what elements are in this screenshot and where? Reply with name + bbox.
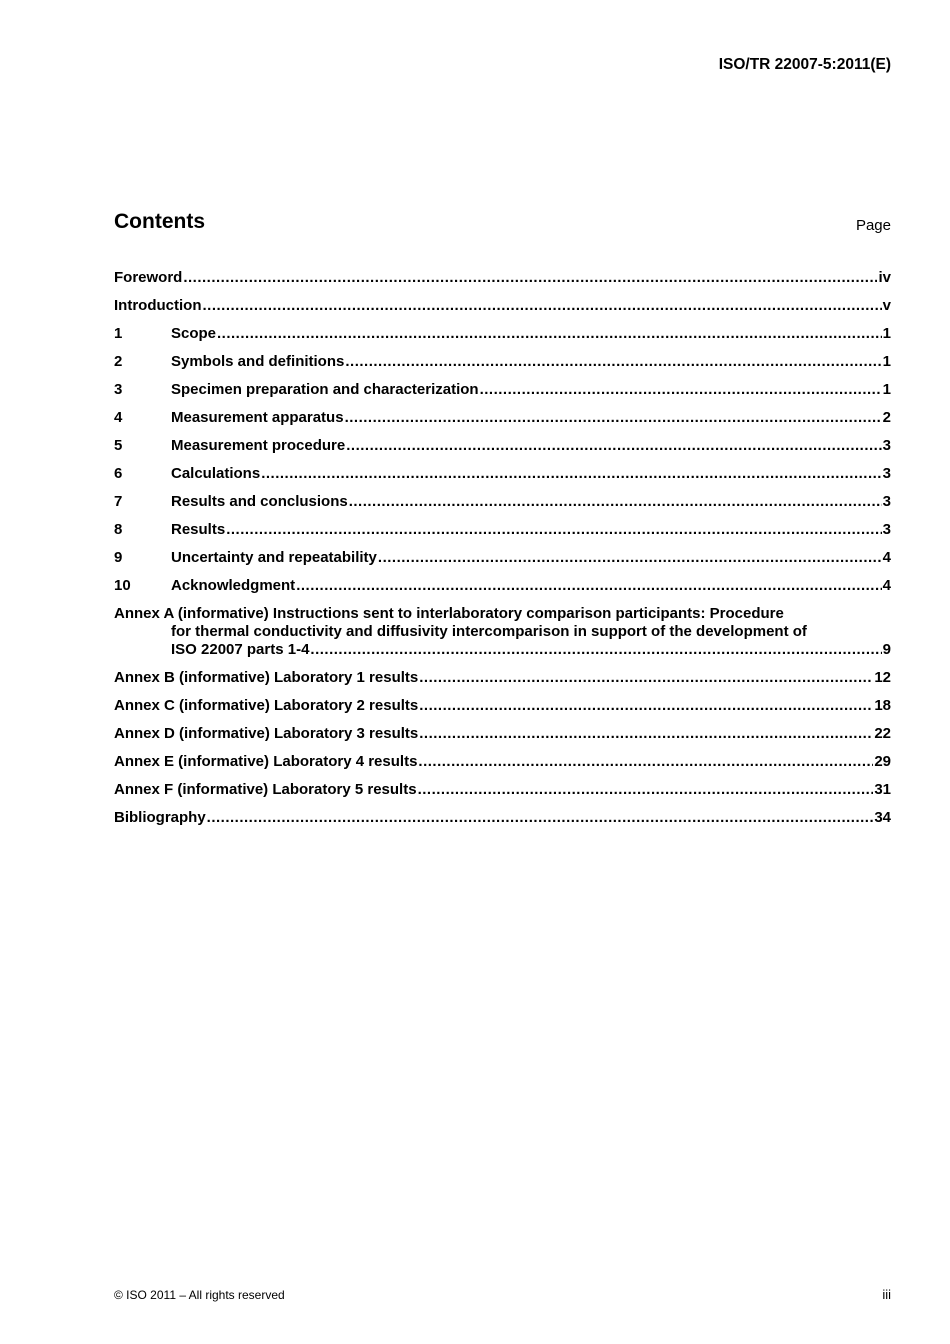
toc-entry-number: 7	[114, 493, 123, 510]
toc-entry-bibliography[interactable]	[114, 808, 891, 836]
toc-entry-page: 1	[882, 381, 891, 398]
toc-entry-annex-a-line-1	[114, 604, 891, 622]
toc-leader-dots	[419, 724, 873, 744]
toc-entry-annex-d[interactable]	[114, 724, 891, 752]
toc-entry-page: 12	[874, 669, 891, 686]
toc-entry-title: Annex E (informative) Laboratory 4 results	[114, 753, 418, 770]
toc-entry-title: Symbols and definitions	[171, 353, 345, 370]
toc-entry-number: 4	[114, 409, 123, 426]
toc-entry-number: 3	[114, 381, 123, 398]
toc-leader-dots	[310, 640, 881, 660]
toc-entry-annex-f[interactable]	[114, 780, 891, 808]
toc-entry-page: 4	[882, 549, 891, 566]
toc-entry-foreword[interactable]	[114, 268, 891, 296]
toc-entry-page: iv	[878, 269, 891, 286]
toc-leader-dots	[217, 324, 882, 344]
toc-entry-title: Specimen preparation and characterization	[171, 381, 479, 398]
toc-entry-clause-8[interactable]	[114, 520, 891, 548]
toc-entry-title: Annex A (informative) Instructions sent to interlaboratory comparison participants: Procedure	[114, 605, 784, 622]
toc-leader-dots	[296, 576, 881, 596]
toc-entry-title: Foreword	[114, 269, 183, 286]
contents-header	[114, 210, 891, 240]
toc-entry-clause-2[interactable]	[114, 352, 891, 380]
toc-entry-title: Introduction	[114, 297, 202, 314]
toc-entry-page: 3	[882, 437, 891, 454]
toc-entry-page: 18	[874, 697, 891, 714]
toc-entry-clause-10[interactable]	[114, 576, 891, 604]
toc-entry-title: Annex D (informative) Laboratory 3 results	[114, 725, 419, 742]
toc-entry-annex-a[interactable]	[114, 604, 891, 668]
toc-entry-annex-e[interactable]	[114, 752, 891, 780]
toc-entry-number: 9	[114, 549, 123, 566]
toc-entry-title: Annex C (informative) Laboratory 2 results	[114, 697, 419, 714]
page-number: iii	[882, 1287, 891, 1302]
page-title: Contents	[114, 210, 205, 233]
toc-entry-title-continued: for thermal conductivity and diffusivity intercomparison in support of the development of	[171, 623, 807, 640]
toc-entry-clause-5[interactable]	[114, 436, 891, 464]
toc-entry-title: Bibliography	[114, 809, 206, 826]
toc-leader-dots	[349, 492, 882, 512]
toc-leader-dots	[207, 808, 874, 828]
toc-entry-page: 29	[874, 753, 891, 770]
toc-entry-title: Results and conclusions	[171, 493, 348, 510]
toc-entry-page: 9	[882, 641, 891, 658]
toc-entry-page: v	[882, 297, 891, 314]
toc-entry-title: Measurement apparatus	[171, 409, 344, 426]
toc-entry-number: 1	[114, 325, 123, 342]
toc-entry-clause-6[interactable]	[114, 464, 891, 492]
toc-entry-page: 3	[882, 521, 891, 538]
toc-entry-clause-7[interactable]	[114, 492, 891, 520]
toc-leader-dots	[419, 668, 873, 688]
toc-entry-title: Measurement procedure	[171, 437, 346, 454]
toc-entry-number: 8	[114, 521, 123, 538]
toc-entry-introduction[interactable]	[114, 296, 891, 324]
toc-leader-dots	[345, 408, 882, 428]
toc-entry-title-continued: ISO 22007 parts 1-4	[171, 641, 310, 658]
toc-entry-title: Results	[171, 521, 226, 538]
toc-entry-title: Annex F (informative) Laboratory 5 results	[114, 781, 417, 798]
toc-leader-dots	[202, 296, 881, 316]
toc-leader-dots	[261, 464, 881, 484]
toc-leader-dots	[346, 436, 881, 456]
copyright-notice: © ISO 2011 – All rights reserved	[114, 1288, 285, 1302]
toc-entry-title: Acknowledgment	[171, 577, 296, 594]
toc-entry-annex-a-line-2	[114, 622, 891, 640]
toc-entry-annex-c[interactable]	[114, 696, 891, 724]
toc-leader-dots	[183, 268, 877, 288]
toc-leader-dots	[418, 752, 873, 772]
toc-entry-clause-1[interactable]	[114, 324, 891, 352]
toc-entry-page: 1	[882, 325, 891, 342]
toc-leader-dots	[418, 780, 874, 800]
page-column-label: Page	[855, 217, 891, 234]
toc-entry-page: 34	[874, 809, 891, 826]
toc-leader-dots	[345, 352, 881, 372]
toc-leader-dots	[226, 520, 881, 540]
toc-entry-number: 5	[114, 437, 123, 454]
toc-entry-title: Uncertainty and repeatability	[171, 549, 377, 566]
toc-leader-dots	[480, 380, 882, 400]
toc-entry-page: 3	[882, 493, 891, 510]
toc-entry-title: Scope	[171, 325, 217, 342]
toc-entry-clause-9[interactable]	[114, 548, 891, 576]
toc-entry-title: Annex B (informative) Laboratory 1 results	[114, 669, 419, 686]
toc-entry-clause-4[interactable]	[114, 408, 891, 436]
toc-entry-page: 22	[874, 725, 891, 742]
toc-entry-number: 2	[114, 353, 123, 370]
table-of-contents	[114, 268, 891, 836]
toc-leader-dots	[378, 548, 882, 568]
toc-entry-page: 2	[882, 409, 891, 426]
document-id: ISO/TR 22007-5:2011(E)	[718, 56, 891, 73]
toc-entry-page: 31	[874, 781, 891, 798]
toc-entry-page: 1	[882, 353, 891, 370]
toc-leader-dots	[419, 696, 873, 716]
toc-entry-title: Calculations	[171, 465, 261, 482]
toc-entry-annex-a-line-3	[114, 640, 891, 668]
toc-entry-page: 4	[882, 577, 891, 594]
toc-entry-page: 3	[882, 465, 891, 482]
toc-entry-number: 6	[114, 465, 123, 482]
toc-entry-number: 10	[114, 577, 131, 594]
toc-entry-clause-3[interactable]	[114, 380, 891, 408]
toc-entry-annex-b[interactable]	[114, 668, 891, 696]
